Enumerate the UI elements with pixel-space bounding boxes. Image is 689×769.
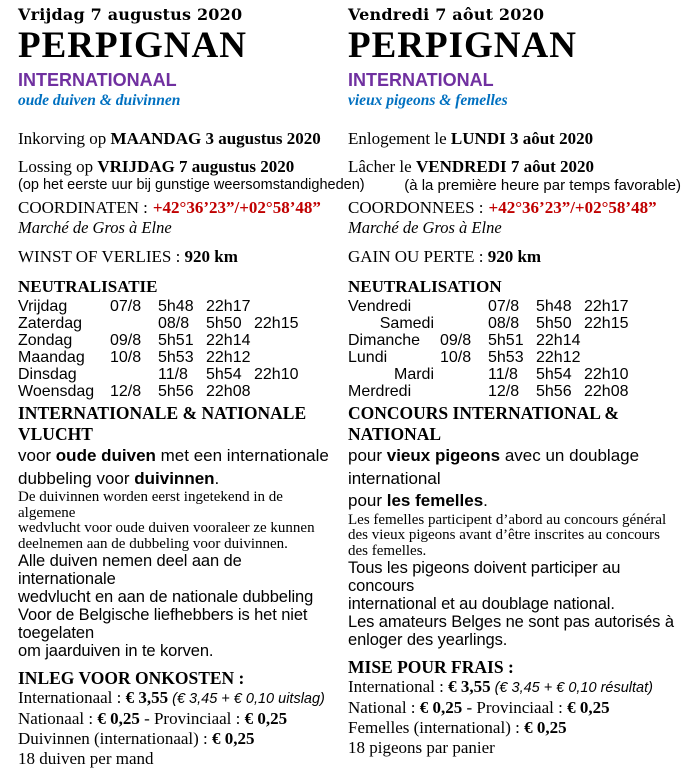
fee-amount: € 3,55 xyxy=(125,688,169,707)
text-segment: - Provinciaal : xyxy=(462,698,568,717)
coordinates-line xyxy=(348,198,681,218)
table-cell: 12/8 xyxy=(488,383,520,400)
table-cell: 5h56 xyxy=(158,383,194,400)
table-cell xyxy=(254,332,302,349)
flight-para1 xyxy=(348,559,681,613)
release-date: VENDREDI 7 aôut 2020 xyxy=(415,157,594,176)
text-segment: dubbeling voor xyxy=(18,468,135,488)
flight-heading: INTERNATIONALE & NATIONALE VLUCHT xyxy=(18,403,307,444)
table-cell xyxy=(440,315,488,332)
table-row xyxy=(18,383,340,400)
flight-intro-line1 xyxy=(18,445,340,468)
release-note: (à la première heure par temps favorable) xyxy=(404,177,681,194)
fee-detail: (€ 3,45 + € 0,10 uitslag) xyxy=(172,691,325,707)
table-cell xyxy=(110,315,158,332)
note-line: deelnemen aan de dubbeling voor duivinnen. xyxy=(18,535,288,552)
text-segment: Nationaal : xyxy=(18,709,98,728)
flight-para1 xyxy=(18,552,340,606)
release-prefix: Lâcher le xyxy=(348,157,416,176)
table-cell: 22h15 xyxy=(584,315,629,332)
coordinates-value: +42°36’23”/+02°58’48” xyxy=(488,198,657,217)
table-row xyxy=(348,383,681,400)
note-line: Les femelles participent d’abord au concours général xyxy=(348,511,667,528)
table-cell: 5h53 xyxy=(488,349,524,366)
table-cell: 5h56 xyxy=(536,383,572,400)
event-date: Vendredi 7 aôut 2020 xyxy=(348,5,545,24)
basketing-date: MAANDAG 3 augustus 2020 xyxy=(110,129,321,148)
flight-heading: CONCOURS INTERNATIONAL & NATIONAL xyxy=(348,403,619,444)
table-row xyxy=(18,366,340,383)
distance-label: WINST OF VERLIES : xyxy=(18,247,181,266)
table-cell: Vendredi xyxy=(348,298,412,315)
fee-line-hens xyxy=(18,729,340,749)
table-cell: 5h50 xyxy=(206,315,242,332)
bold-segment: les femelles xyxy=(386,491,484,510)
table-cell xyxy=(584,332,632,349)
table-cell xyxy=(584,349,632,366)
basketing-prefix: Inkorving op xyxy=(18,129,111,148)
table-cell: Zondag xyxy=(18,332,73,349)
table-cell: Woensdag xyxy=(18,383,95,400)
event-title: PERPIGNAN xyxy=(18,25,247,66)
table-cell: Vrijdag xyxy=(18,298,68,315)
text-segment: pour xyxy=(348,446,387,465)
table-cell: 11/8 xyxy=(488,366,518,383)
table-cell: 22h12 xyxy=(206,349,251,366)
basket-capacity-line: 18 duiven per mand xyxy=(18,749,154,768)
coordinates-label: COORDINATEN : xyxy=(18,198,148,217)
table-cell: 22h14 xyxy=(536,332,581,349)
table-cell: 09/8 xyxy=(440,332,472,349)
table-cell: 07/8 xyxy=(110,298,142,315)
fee-amount: € 0,25 xyxy=(212,729,255,748)
location-line: Marché de Gros à Elne xyxy=(18,218,172,237)
text-segment: . xyxy=(214,468,220,488)
column-dutch xyxy=(18,5,365,769)
table-cell: 08/8 xyxy=(158,315,190,332)
basket-capacity-line: 18 pigeons par panier xyxy=(348,738,495,757)
para-line: wedvlucht en aan de nationale dubbeling xyxy=(18,588,314,606)
table-row xyxy=(348,298,681,315)
table-cell: Mardi xyxy=(393,366,434,383)
location-line: Marché de Gros à Elne xyxy=(348,218,502,237)
table-cell: 08/8 xyxy=(488,315,520,332)
flight-intro-line2 xyxy=(18,468,340,491)
fee-line-hens xyxy=(348,718,681,738)
table-cell: 07/8 xyxy=(488,298,520,315)
table-cell: Samedi xyxy=(379,315,434,332)
flight-intro-line2 xyxy=(348,490,681,513)
fees-heading: MISE POUR FRAIS : xyxy=(348,657,514,677)
table-cell: Merdredi xyxy=(348,383,412,400)
table-cell: 11/8 xyxy=(158,366,188,383)
coordinates-value: +42°36’23”/+02°58’48” xyxy=(152,198,321,217)
table-cell xyxy=(254,298,302,315)
fee-line-national xyxy=(348,698,681,718)
text-segment: avec un doublage international xyxy=(348,446,640,488)
table-cell: 09/8 xyxy=(110,332,142,349)
event-category: INTERNATIONAAL xyxy=(18,70,177,90)
para-line: Les amateurs Belges ne sont pas autorisés à xyxy=(348,613,674,631)
table-cell: Dimanche xyxy=(348,332,421,349)
release-prefix: Lossing op xyxy=(18,157,98,176)
note-line: des femelles. xyxy=(348,542,427,559)
table-cell: Lundi xyxy=(348,349,388,366)
table-cell: 22h17 xyxy=(584,298,629,315)
table-row xyxy=(18,315,340,332)
note-line: wedvlucht voor oude duiven vooraleer ze kunnen xyxy=(18,520,315,536)
table-cell: 22h10 xyxy=(254,366,299,383)
table-cell: 5h53 xyxy=(158,349,194,366)
table-cell: 22h14 xyxy=(206,332,251,349)
text-segment: National : xyxy=(348,698,420,717)
event-category: INTERNATIONAL xyxy=(348,70,494,90)
text-segment: International : xyxy=(348,677,449,696)
text-segment: Internationaal : xyxy=(18,688,126,707)
basketing-line xyxy=(348,129,681,149)
table-row xyxy=(348,315,681,332)
neutralisation-table xyxy=(348,298,681,400)
neutralisation-table xyxy=(18,298,340,400)
table-row xyxy=(348,366,681,383)
table-cell: 10/8 xyxy=(110,349,142,366)
table-cell: 5h54 xyxy=(206,366,242,383)
distance-line xyxy=(18,247,340,267)
release-line xyxy=(18,157,340,177)
release-note: (op het eerste uur bij gunstige weersomstandigheden) xyxy=(18,177,365,193)
note-line: des vieux pigeons avant d’être inscrites au concours xyxy=(348,527,660,543)
table-cell: 22h08 xyxy=(584,383,629,400)
text-segment: . xyxy=(483,491,488,510)
table-row xyxy=(18,332,340,349)
table-cell: Maandag xyxy=(18,349,85,366)
table-cell: 22h12 xyxy=(536,349,581,366)
para-line: Tous les pigeons doivent participer au concours xyxy=(348,559,621,595)
bold-segment: duivinnen xyxy=(134,468,215,488)
flight-para2 xyxy=(18,606,340,660)
fee-amount: € 0,25 xyxy=(419,698,463,717)
text-segment: pour xyxy=(348,491,387,510)
fee-line-national xyxy=(18,709,340,729)
text-segment: met een internationale xyxy=(155,446,329,465)
note-line: De duivinnen worden eerst ingetekend in de algemene xyxy=(18,489,283,521)
text-segment: Duivinnen (internationaal) : xyxy=(18,729,213,748)
table-cell: 5h54 xyxy=(536,366,572,383)
table-cell: Zaterdag xyxy=(18,315,83,332)
basketing-date: LUNDI 3 aôut 2020 xyxy=(450,129,594,148)
table-row xyxy=(18,349,340,366)
fee-amount: € 0,25 xyxy=(524,718,567,737)
column-french xyxy=(348,5,681,769)
text-segment: - Provinciaal : xyxy=(139,709,245,728)
coordinates-label: COORDONNEES : xyxy=(348,198,484,217)
flight-note-serif xyxy=(348,513,681,560)
fee-line-international xyxy=(348,677,681,698)
para-line: enloger des yearlings. xyxy=(348,631,508,649)
bold-segment: vieux pigeons xyxy=(386,446,501,465)
table-cell: Dinsdag xyxy=(18,366,77,383)
fees-heading: INLEG VOOR ONKOSTEN : xyxy=(18,668,245,688)
table-cell: 22h08 xyxy=(206,383,251,400)
fee-detail: (€ 3,45 + € 0,10 résultat) xyxy=(494,680,653,696)
table-row xyxy=(348,349,681,366)
basketing-prefix: Enlogement le xyxy=(348,129,451,148)
neutralisation-heading: NEUTRALISATIE xyxy=(18,277,158,296)
event-title: PERPIGNAN xyxy=(348,25,577,66)
table-cell: 22h15 xyxy=(254,315,299,332)
para-line: Alle duiven nemen deel aan de internationale xyxy=(18,552,242,588)
table-cell xyxy=(110,366,158,383)
text-segment: voor xyxy=(18,446,56,465)
para-line: om jaarduiven in te korven. xyxy=(18,642,214,660)
fee-amount: € 0,25 xyxy=(244,709,288,728)
event-subtitle: oude duiven & duivinnen xyxy=(18,92,181,109)
table-row xyxy=(348,332,681,349)
release-line xyxy=(348,157,681,177)
table-cell: 10/8 xyxy=(440,349,472,366)
event-subtitle: vieux pigeons & femelles xyxy=(348,92,508,109)
bold-segment: oude duiven xyxy=(55,446,156,465)
distance-value: 920 km xyxy=(184,247,238,266)
table-cell xyxy=(440,366,488,383)
table-cell: 5h48 xyxy=(158,298,194,315)
neutralisation-heading: NEUTRALISATION xyxy=(348,277,502,296)
table-cell xyxy=(440,383,488,400)
fee-line-international xyxy=(18,688,340,709)
coordinates-line xyxy=(18,198,340,218)
para-line: Voor de Belgische liefhebbers is het niet toegelaten xyxy=(18,606,308,642)
table-cell: 5h51 xyxy=(488,332,524,349)
distance-label: GAIN OU PERTE : xyxy=(348,247,484,266)
table-cell: 5h51 xyxy=(158,332,194,349)
table-cell xyxy=(440,298,488,315)
flight-para2 xyxy=(348,613,681,649)
distance-line xyxy=(348,247,681,267)
table-cell: 12/8 xyxy=(110,383,142,400)
table-cell: 22h10 xyxy=(584,366,629,383)
table-cell xyxy=(254,349,302,366)
release-date: VRIJDAG 7 augustus 2020 xyxy=(97,157,295,176)
table-cell xyxy=(254,383,302,400)
table-cell: 5h50 xyxy=(536,315,572,332)
fee-amount: € 0,25 xyxy=(97,709,140,728)
flight-note-serif xyxy=(18,490,340,552)
para-line: international et au doublage national. xyxy=(348,595,615,613)
text-segment: Femelles (international) : xyxy=(348,718,525,737)
fee-amount: € 0,25 xyxy=(567,698,610,717)
fee-amount: € 3,55 xyxy=(448,677,491,696)
table-cell: 22h17 xyxy=(206,298,251,315)
table-row xyxy=(18,298,340,315)
basketing-line xyxy=(18,129,340,149)
table-cell: 5h48 xyxy=(536,298,572,315)
flight-intro-line1 xyxy=(348,445,681,490)
distance-value: 920 km xyxy=(487,247,542,266)
event-date: Vrijdag 7 augustus 2020 xyxy=(18,5,243,24)
